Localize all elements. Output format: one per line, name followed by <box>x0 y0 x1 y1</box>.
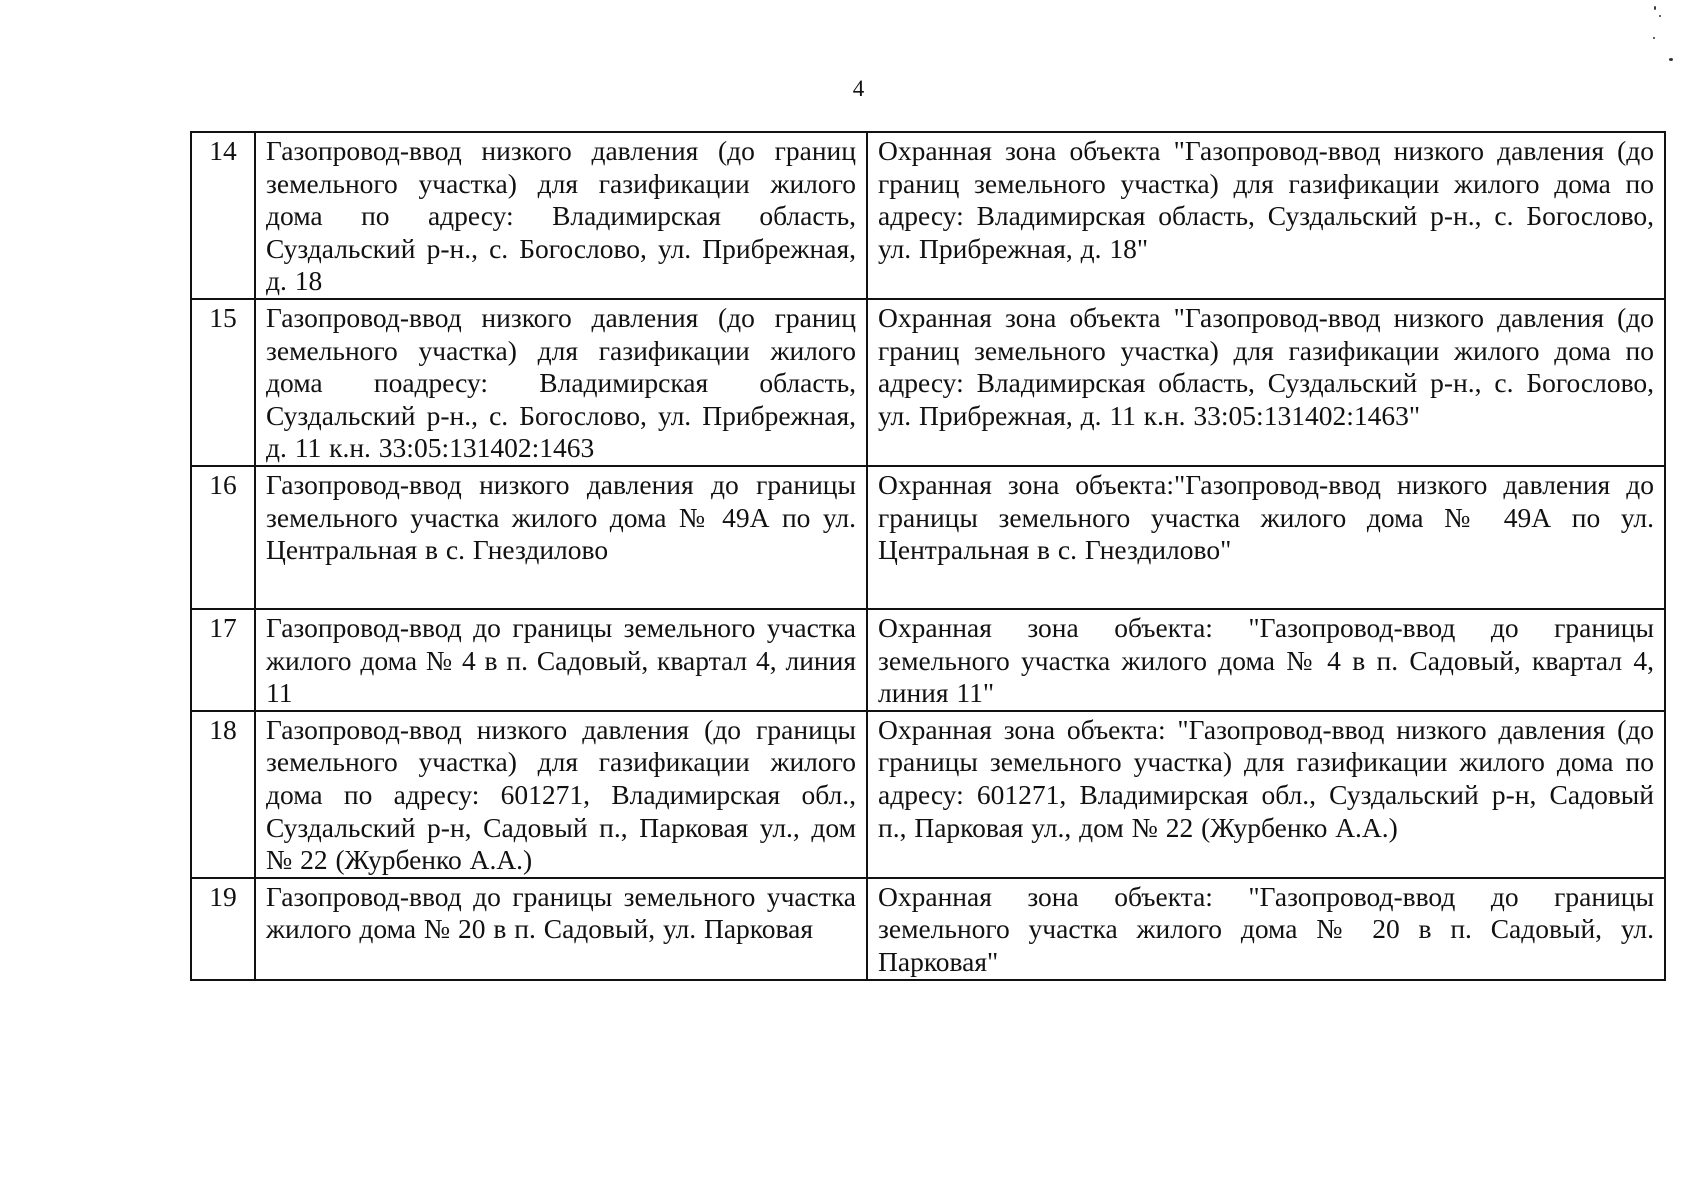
object-description: Газопровод-ввод низкого давления (до границ земельного участка) для газификации жилого дома поадресу: Владимирская область, Суздальский р-н., с. Богослово, ул. Прибрежная, д. 11 к.н. 33:05:131402:1463 <box>255 299 867 466</box>
row-number: 17 <box>191 609 255 711</box>
row-number: 16 <box>191 466 255 609</box>
scan-speck <box>1659 15 1661 17</box>
row-number: 15 <box>191 299 255 466</box>
object-description: Газопровод-ввод низкого давления (до границы земельного участка) для газификации жилого дома по адресу: 601271, Владимирская обл., Суздальский р-н, Садовый п., Парковая ул., дом № 22 (Журбенко А.А.) <box>255 711 867 878</box>
row-number: 14 <box>191 132 255 299</box>
table-row <box>191 609 1665 711</box>
table-row <box>191 711 1665 878</box>
protection-zones-table <box>190 131 1666 981</box>
protection-zone-description: Охранная зона объекта: "Газопровод-ввод до границы земельного участка жилого дома № 20 в п. Садовый, ул. Парковая" <box>867 878 1665 980</box>
protection-zone-description: Охранная зона объекта:"Газопровод-ввод низкого давления до границы земельного участка жилого дома № 49А по ул. Центральная в с. Гнездилово" <box>867 466 1665 609</box>
scan-speck <box>1654 6 1656 10</box>
protection-zone-description: Охранная зона объекта "Газопровод-ввод низкого давления (до границ земельного участка) для газификации жилого дома по адресу: Владимирская область, Суздальский р-н., с. Богослово, ул. Прибрежная, д. 11 к.н. 33:05:131402:1463" <box>867 299 1665 466</box>
object-description: Газопровод-ввод до границы земельного участка жилого дома № 20 в п. Садовый, ул. Парковая <box>255 878 867 980</box>
object-description: Газопровод-ввод до границы земельного участка жилого дома № 4 в п. Садовый, квартал 4, линия 11 <box>255 609 867 711</box>
page-number: 4 <box>852 76 865 101</box>
protection-zone-description: Охранная зона объекта: "Газопровод-ввод низкого давления (до границы земельного участка) для газификации жилого дома по адресу: 601271, Владимирская обл., Суздальский р-н, Садовый п., Парковая ул., дом № 22 (Журбенко А.А.) <box>867 711 1665 878</box>
table-row <box>191 466 1665 609</box>
row-number: 18 <box>191 711 255 878</box>
object-description: Газопровод-ввод низкого давления (до границ земельного участка) для газификации жилого дома по адресу: Владимирская область, Суздальский р-н., с. Богослово, ул. Прибрежная, д. 18 <box>255 132 867 299</box>
row-number: 19 <box>191 878 255 980</box>
table-row <box>191 878 1665 980</box>
table-row <box>191 132 1665 299</box>
table-row <box>191 299 1665 466</box>
protection-zone-description: Охранная зона объекта "Газопровод-ввод низкого давления (до границ земельного участка) для газификации жилого дома по адресу: Владимирская область, Суздальский р-н., с. Богослово, ул. Прибрежная, д. 18" <box>867 132 1665 299</box>
object-description: Газопровод-ввод низкого давления до границы земельного участка жилого дома № 49А по ул. Центральная в с. Гнездилово <box>255 466 867 609</box>
protection-zone-description: Охранная зона объекта: "Газопровод-ввод до границы земельного участка жилого дома № 4 в п. Садовый, квартал 4, линия 11" <box>867 609 1665 711</box>
scan-speck <box>1669 58 1673 61</box>
scan-speck <box>1653 37 1655 39</box>
